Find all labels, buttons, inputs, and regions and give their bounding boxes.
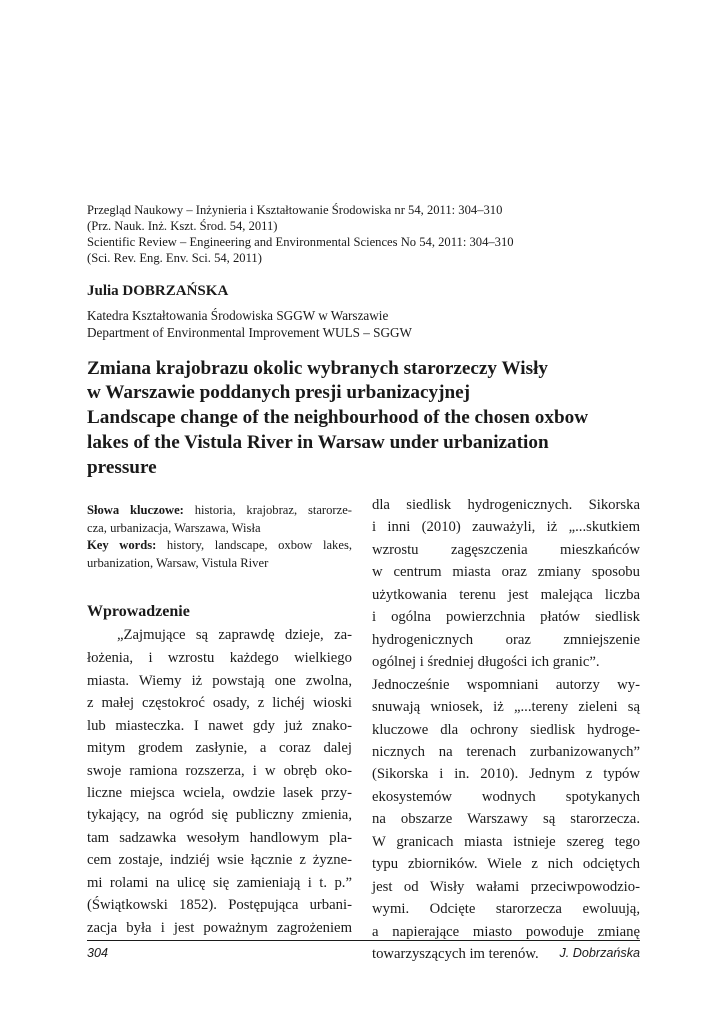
section-heading: Wprowadzenie	[87, 603, 190, 620]
body-line: ekosystemów wodnych spotykanych	[372, 789, 640, 805]
journal-citation-en: Scientific Review – Engineering and Environmental Sciences No 54, 2011: 304–310	[87, 235, 514, 249]
body-line: a napierające miasto powoduje zmianę	[372, 924, 640, 940]
body-line: W granicach miasta istnieje szereg tego	[372, 834, 640, 850]
body-line: ogólnej i średniej długości ich granic”.	[372, 654, 600, 670]
body-line: wymi. Odcięte starorzecza ewoluują,	[372, 901, 640, 917]
body-line: mi rolami na ulicę się zamieniają i t. p.”	[87, 875, 352, 891]
keywords-pl	[87, 502, 352, 537]
title-line: w Warszawie poddanych presji urbanizacyjnej	[87, 382, 471, 403]
body-line: wzrostu zagęszczenia mieszkańców	[372, 542, 640, 558]
body-line: jest od Wisły wałami przeciwpowodzio-	[372, 879, 640, 895]
body-line: liczne miejsca wciela, owdzie lasek przy-	[87, 785, 352, 801]
body-line: i ogólna powierzchnia płatów siedlisk	[372, 609, 640, 625]
keywords-en-label: Key words:	[87, 538, 157, 552]
journal-abbrev-en: (Sci. Rev. Eng. Env. Sci. 54, 2011)	[87, 251, 262, 265]
body-line: (Sikorska i in. 2010). Jednym z typów	[372, 766, 640, 782]
title-line: Landscape change of the neighbourhood of the chosen oxbow	[87, 407, 589, 428]
affiliation-en: Department of Environmental Improvement WULS – SGGW	[87, 325, 412, 340]
running-author: J. Dobrzańska	[559, 946, 640, 960]
keywords-pl-label: Słowa kluczowe:	[87, 503, 184, 517]
body-line: i inni (2010) zauważyli, iż „...skutkiem	[372, 519, 640, 535]
body-line: towarzyszących im terenów.	[372, 946, 539, 962]
keywords-pl-text-cont: cza, urbanizacja, Warszawa, Wisła	[87, 520, 261, 535]
journal-citation-pl: Przegląd Naukowy – Inżynieria i Kształtowanie Środowiska nr 54, 2011: 304–310	[87, 203, 503, 217]
title-line: pressure	[87, 457, 157, 478]
keywords-pl-text: historia, krajobraz, starorze-	[183, 503, 352, 517]
body-line: Jednocześnie wspomniani autorzy wy-	[372, 677, 640, 693]
keywords-en	[87, 537, 352, 572]
keywords-en-text-cont: urbanization, Warsaw, Vistula River	[87, 555, 269, 570]
body-line: nicznych na terenach zurbanizowanych”	[372, 744, 640, 760]
body-line: hydrogenicznych oraz zmniejszenie	[372, 632, 640, 648]
body-line: kluczowe dla ochrony siedlisk hydroge-	[372, 722, 640, 738]
body-line: tykający, na ogród się publiczny zmienia,	[87, 807, 352, 823]
body-line: miasta. Wiemy iż powstają one zwolna,	[87, 673, 352, 689]
body-line: snuwają wniosek, iż „...tereny zieleni są	[372, 699, 640, 715]
body-line: zacja była i jest poważnym zagrożeniem	[87, 920, 352, 936]
author-name: Julia DOBRZAŃSKA	[87, 283, 229, 299]
body-line: typu zbiorników. Wiele z nich odciętych	[372, 856, 640, 872]
body-line: mitym grodem zasłynie, a coraz dalej	[87, 740, 352, 756]
body-line: cem zostaje, indziéj wsie łącznie z żyzne-	[87, 852, 352, 868]
keywords-en-text: history, landscape, oxbow lakes,	[156, 538, 352, 552]
body-line: „Zajmujące są zaprawdę dzieje, za-	[117, 627, 352, 643]
body-line: użytkowania terenu jest malejąca liczba	[372, 587, 640, 603]
body-line: (Świątkowski 1852). Postępująca urbani-	[87, 897, 352, 913]
title-line: lakes of the Vistula River in Warsaw under urbanization	[87, 432, 549, 453]
body-line: lub miasteczka. I nawet gdy już znako-	[87, 718, 352, 734]
body-line: tam sadzawka wesołym handlowym pla-	[87, 830, 352, 846]
page-number: 304	[87, 946, 109, 960]
body-line: swoje ramiona rozszerza, i w obręb oko-	[87, 763, 352, 779]
body-line: z małej częstokroć osady, z lichéj wioski	[87, 695, 352, 711]
body-line: dla siedlisk hydrogenicznych. Sikorska	[372, 497, 640, 513]
body-line: łożenia, i wzrostu każdego wielkiego	[87, 650, 352, 666]
affiliation-pl: Katedra Kształtowania Środowiska SGGW w Warszawie	[87, 308, 389, 323]
journal-abbrev-pl: (Prz. Nauk. Inż. Kszt. Środ. 54, 2011)	[87, 219, 278, 233]
body-line: na obszarze Warszawy są starorzecza.	[372, 811, 640, 827]
body-line: w centrum miasta oraz zmiany sposobu	[372, 564, 640, 580]
footer-rule	[87, 940, 640, 941]
title-line: Zmiana krajobrazu okolic wybranych starorzeczy Wisły	[87, 358, 549, 379]
